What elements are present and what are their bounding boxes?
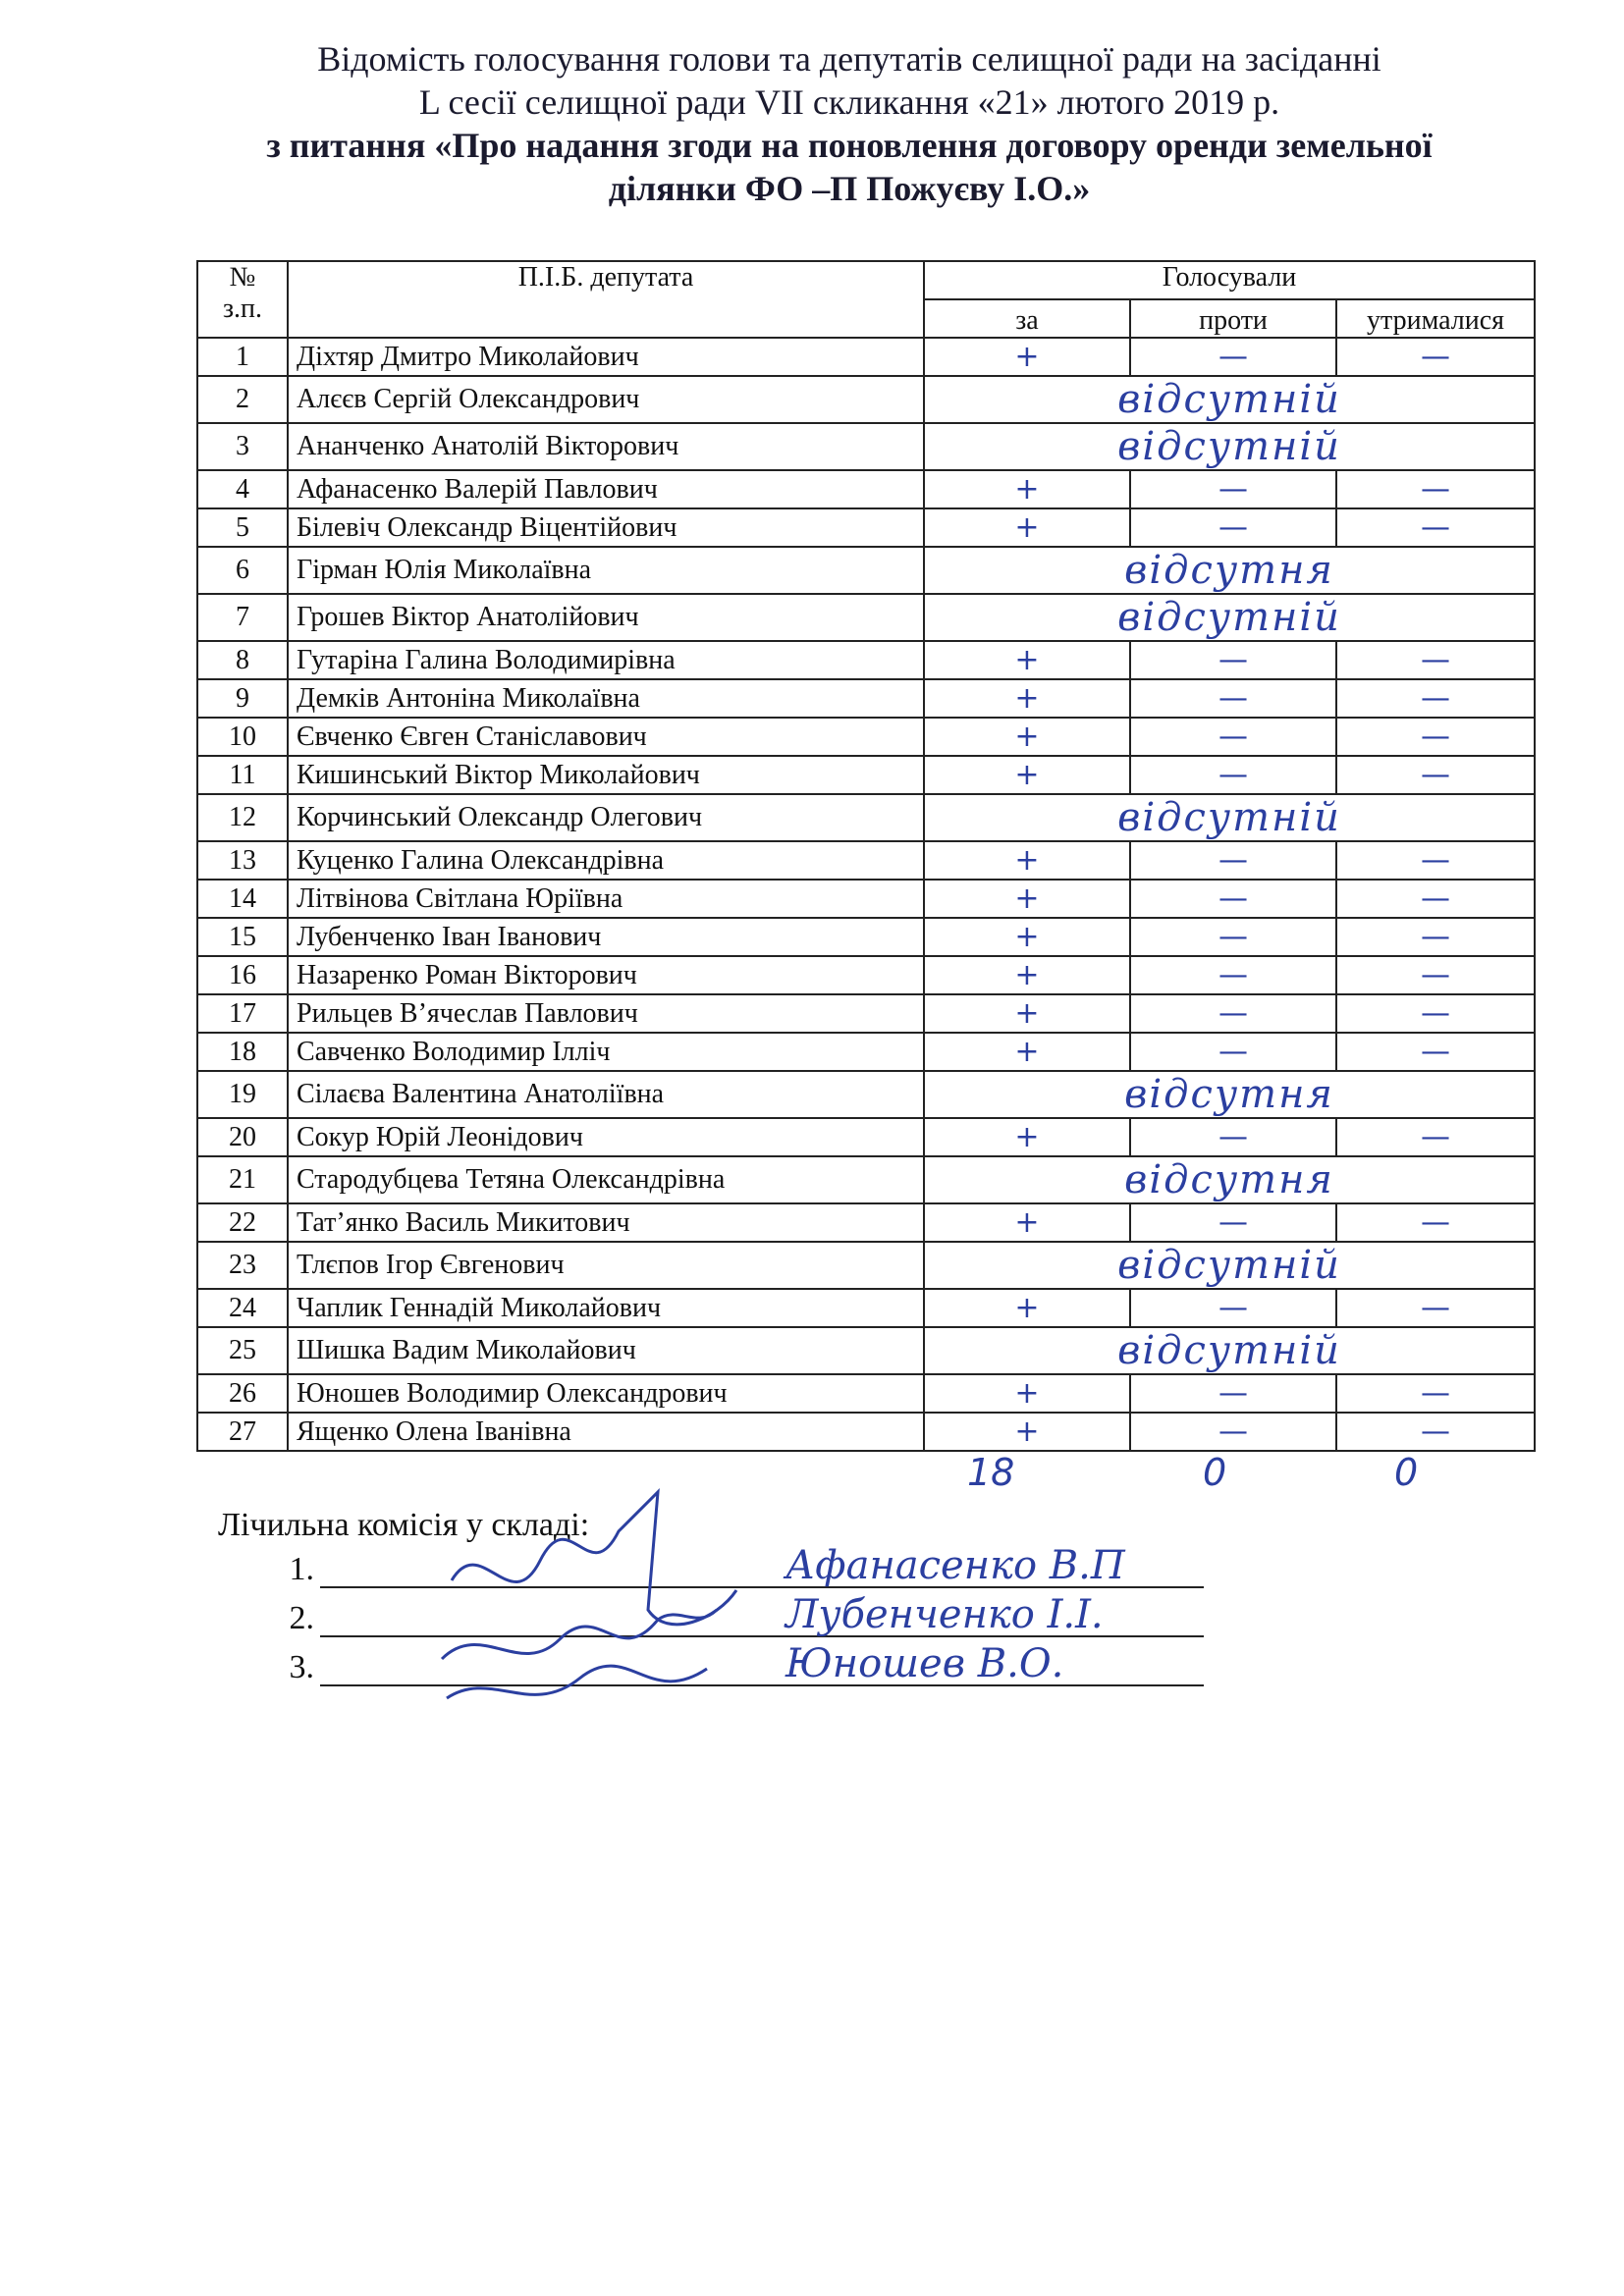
table-row [197,594,1535,641]
deputy-name: Афанасенко Валерій Павлович [288,470,924,508]
row-number: 5 [197,508,288,547]
absent-note: відсутній [924,376,1535,423]
table-row [197,918,1535,956]
table-row [197,679,1535,718]
absent-note: відсутня [924,1071,1535,1118]
vote-mark-za: + [924,1203,1130,1242]
table-row [197,338,1535,376]
vote-mark-za: + [924,470,1130,508]
vote-mark-proty: — [1130,994,1336,1033]
row-number: 4 [197,470,288,508]
vote-mark-utr: — [1336,956,1535,994]
table-row [197,547,1535,594]
vote-mark-proty: — [1130,718,1336,756]
table-row [197,508,1535,547]
deputy-name: Демків Антоніна Миколаївна [288,679,924,718]
vote-mark-za: + [924,918,1130,956]
vote-mark-utr: — [1336,1374,1535,1413]
deputy-name: Євченко Євген Станіславович [288,718,924,756]
header-line-2: L сесії селищної ради VII скликання «21» лютого 2019 р. [418,82,1280,122]
row-number: 14 [197,880,288,918]
signature-index: 1. [289,1551,314,1587]
vote-mark-utr: — [1336,1033,1535,1071]
absent-note: відсутня [924,1156,1535,1203]
vote-mark-za: + [924,880,1130,918]
table-row [197,756,1535,794]
row-number: 23 [197,1242,288,1289]
counting-commission-title: Лічильна комісія у складі: [218,1507,590,1543]
row-number: 26 [197,1374,288,1413]
row-number: 27 [197,1413,288,1451]
signature-index: 2. [289,1600,314,1636]
table-row [197,794,1535,841]
table-row [197,994,1535,1033]
table-row [197,1033,1535,1071]
vote-mark-utr: — [1336,1203,1535,1242]
table-row [197,470,1535,508]
absent-note: відсутній [924,794,1535,841]
deputy-name: Білевіч Олександр Віцентійович [288,508,924,547]
absent-note: відсутній [924,594,1535,641]
vote-mark-proty: — [1130,470,1336,508]
vote-mark-utr: — [1336,470,1535,508]
deputy-name: Гірман Юлія Миколаївна [288,547,924,594]
handwritten-signatures-scribble [422,1472,835,1728]
deputy-name: Гутаріна Галина Володимирівна [288,641,924,679]
absent-note: відсутній [924,423,1535,470]
vote-mark-proty: — [1130,756,1336,794]
deputy-name: Юношев Володимир Олександрович [288,1374,924,1413]
total-utr: 0 [1394,1451,1419,1494]
table-row [197,1156,1535,1203]
vote-mark-proty: — [1130,641,1336,679]
vote-mark-za: + [924,679,1130,718]
row-number: 25 [197,1327,288,1374]
column-header-za: за [924,299,1130,338]
row-number: 10 [197,718,288,756]
vote-mark-utr: — [1336,1413,1535,1451]
deputy-name: Чаплик Геннадій Миколайович [288,1289,924,1327]
total-za: 18 [967,1451,1015,1494]
column-header-voted: Голосували [924,261,1535,299]
header-line-4: ділянки ФО –П Пожуєву І.О.» [608,169,1091,208]
deputy-name: Алєєв Сергій Олександрович [288,376,924,423]
table-row [197,956,1535,994]
vote-mark-za: + [924,718,1130,756]
vote-mark-utr: — [1336,756,1535,794]
table-row [197,841,1535,880]
column-header-number-line2: з.п. [222,294,263,324]
row-number: 11 [197,756,288,794]
row-number: 18 [197,1033,288,1071]
deputy-name: Рильцев В’ячеслав Павлович [288,994,924,1033]
vote-mark-proty: — [1130,508,1336,547]
vote-mark-utr: — [1336,718,1535,756]
absent-note: відсутній [924,1242,1535,1289]
row-number: 2 [197,376,288,423]
vote-rows [197,338,1535,1451]
handwritten-signature-name: Лубенченко І.І. [785,1592,1104,1637]
vote-mark-proty: — [1130,1374,1336,1413]
vote-mark-utr: — [1336,679,1535,718]
deputy-name: Ананченко Анатолій Вікторович [288,423,924,470]
deputy-name: Тат’янко Василь Микитович [288,1203,924,1242]
vote-mark-proty: — [1130,1033,1336,1071]
vote-mark-proty: — [1130,956,1336,994]
vote-mark-proty: — [1130,1203,1336,1242]
table-row [197,641,1535,679]
voting-table [196,260,1536,1452]
vote-mark-za: + [924,1374,1130,1413]
vote-mark-za: + [924,1413,1130,1451]
table-row [197,1118,1535,1156]
vote-mark-utr: — [1336,841,1535,880]
row-number: 7 [197,594,288,641]
row-number: 15 [197,918,288,956]
absent-note: відсутня [924,547,1535,594]
deputy-name: Корчинський Олександр Олегович [288,794,924,841]
row-number: 22 [197,1203,288,1242]
table-row [197,1413,1535,1451]
table-row [197,1242,1535,1289]
vote-mark-utr: — [1336,880,1535,918]
vote-mark-za: + [924,1118,1130,1156]
row-number: 13 [197,841,288,880]
deputy-name: Діхтяр Дмитро Миколайович [288,338,924,376]
vote-mark-utr: — [1336,338,1535,376]
vote-mark-za: + [924,1033,1130,1071]
vote-mark-za: + [924,641,1130,679]
row-number: 9 [197,679,288,718]
handwritten-signature-name: Афанасенко В.П [785,1543,1125,1588]
vote-mark-proty: — [1130,880,1336,918]
vote-mark-proty: — [1130,1289,1336,1327]
deputy-name: Шишка Вадим Миколайович [288,1327,924,1374]
row-number: 1 [197,338,288,376]
column-header-number-line1: № [229,262,256,293]
header-line-1: Відомість голосування голови та депутатів селищної ради на засіданні [317,39,1381,79]
deputy-name: Сілаєва Валентина Анатоліївна [288,1071,924,1118]
vote-mark-utr: — [1336,641,1535,679]
vote-mark-utr: — [1336,918,1535,956]
row-number: 16 [197,956,288,994]
vote-mark-za: + [924,841,1130,880]
column-header-number [197,261,288,338]
vote-mark-proty: — [1130,841,1336,880]
deputy-name: Савченко Володимир Ілліч [288,1033,924,1071]
row-number: 24 [197,1289,288,1327]
vote-mark-utr: — [1336,1118,1535,1156]
column-header-proty: проти [1130,299,1336,338]
deputy-name: Куценко Галина Олександрівна [288,841,924,880]
deputy-name: Літвінова Світлана Юріївна [288,880,924,918]
column-header-utrymalysia: утрималися [1336,299,1535,338]
table-row [197,1327,1535,1374]
row-number: 3 [197,423,288,470]
table-row [197,718,1535,756]
absent-note: відсутній [924,1327,1535,1374]
deputy-name: Тлєпов Ігор Євгенович [288,1242,924,1289]
deputy-name: Стародубцева Тетяна Олександрівна [288,1156,924,1203]
vote-mark-proty: — [1130,1413,1336,1451]
vote-mark-utr: — [1336,994,1535,1033]
deputy-name: Грошев Віктор Анатолійович [288,594,924,641]
deputy-name: Сокур Юрій Леонідович [288,1118,924,1156]
signature-index: 3. [289,1649,314,1685]
row-number: 17 [197,994,288,1033]
vote-mark-za: + [924,338,1130,376]
table-row [197,1374,1535,1413]
table-row [197,376,1535,423]
deputy-name: Ященко Олена Іванівна [288,1413,924,1451]
vote-mark-proty: — [1130,338,1336,376]
table-row [197,1071,1535,1118]
vote-mark-za: + [924,1289,1130,1327]
row-number: 21 [197,1156,288,1203]
deputy-name: Кишинський Віктор Миколайович [288,756,924,794]
vote-mark-za: + [924,956,1130,994]
table-row [197,1289,1535,1327]
handwritten-signature-name: Юношев В.О. [785,1641,1064,1686]
vote-mark-utr: — [1336,1289,1535,1327]
row-number: 6 [197,547,288,594]
row-number: 8 [197,641,288,679]
document-header [147,37,1551,210]
row-number: 12 [197,794,288,841]
vote-mark-za: + [924,994,1130,1033]
row-number: 20 [197,1118,288,1156]
header-line-3: з питання «Про надання згоди на поновлення договору оренди земельної [266,126,1433,165]
vote-mark-proty: — [1130,1118,1336,1156]
table-row [197,423,1535,470]
vote-mark-proty: — [1130,918,1336,956]
deputy-name: Лубенченко Іван Іванович [288,918,924,956]
vote-mark-za: + [924,756,1130,794]
row-number: 19 [197,1071,288,1118]
vote-mark-proty: — [1130,679,1336,718]
total-proty: 0 [1203,1451,1227,1494]
vote-mark-utr: — [1336,508,1535,547]
table-row [197,1203,1535,1242]
deputy-name: Назаренко Роман Вікторович [288,956,924,994]
table-row [197,880,1535,918]
column-header-name: П.І.Б. депутата [288,261,924,338]
vote-mark-za: + [924,508,1130,547]
